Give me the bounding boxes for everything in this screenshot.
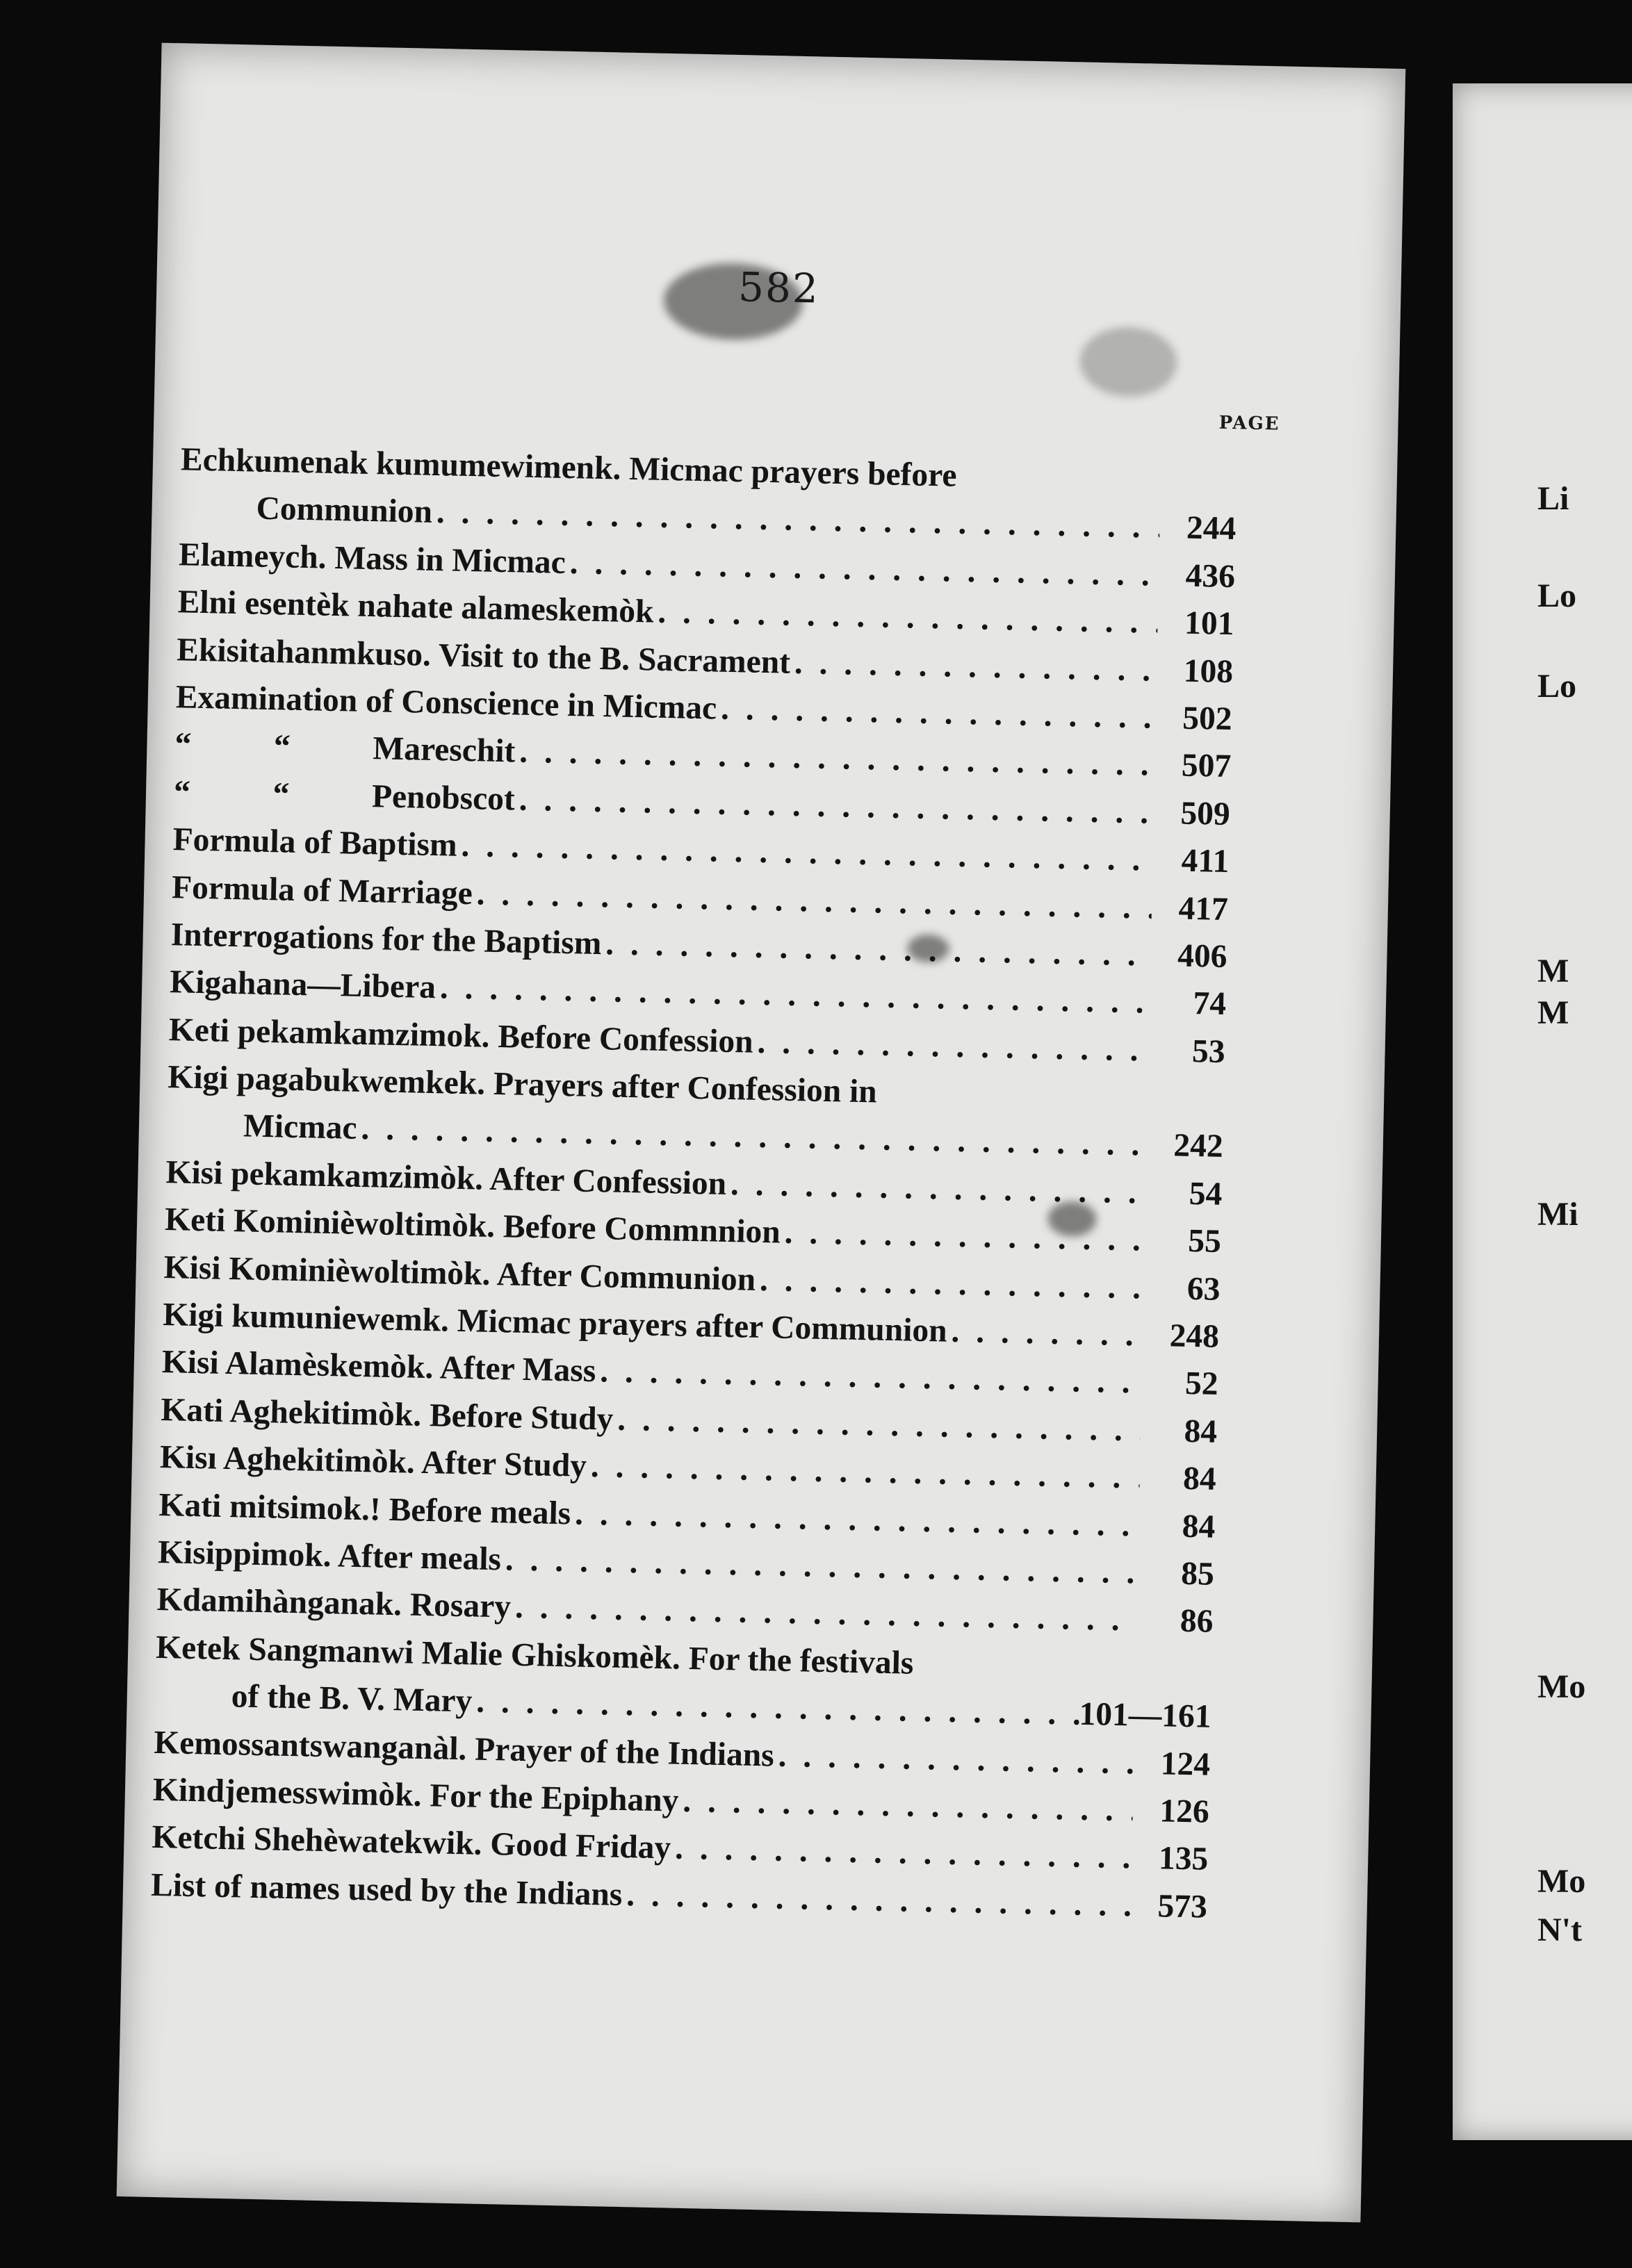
entry-page-number: 502 bbox=[1182, 700, 1233, 738]
entry-title: Elameych. Mass in Micmac bbox=[178, 536, 566, 581]
entry-title: Communion bbox=[256, 490, 433, 531]
entry-title: Kigahana—Libera bbox=[169, 964, 436, 1006]
entry-page-number: 126 bbox=[1159, 1793, 1210, 1830]
entry-page-number: 74 bbox=[1192, 985, 1227, 1023]
entry-page-number: 52 bbox=[1184, 1365, 1219, 1403]
entry-title: Kisi Alamèskemòk. After Mass bbox=[161, 1344, 596, 1390]
entry-page-number: 124 bbox=[1160, 1745, 1211, 1783]
entry-page-number: 108 bbox=[1183, 652, 1234, 690]
entry-title: Kigi pagabukwemkek. Prayers after Confession in bbox=[167, 1059, 878, 1110]
entry-title: Formula of Marriage bbox=[171, 869, 473, 912]
entry-title: Formula of Baptism bbox=[172, 821, 458, 864]
entry-page-number: 101 bbox=[1184, 605, 1235, 643]
entry-page-number: 436 bbox=[1185, 557, 1236, 595]
entry-page-number: 242 bbox=[1173, 1127, 1224, 1165]
dot-leader bbox=[780, 1209, 1145, 1264]
right-page-fragment: Mo bbox=[1537, 1668, 1586, 1705]
left-page bbox=[117, 43, 1406, 2223]
entry-title: Keti Kominièwoltimòk. Before Commnnion bbox=[164, 1201, 781, 1251]
dot-leader bbox=[753, 1018, 1149, 1074]
entry-page-number: 54 bbox=[1189, 1175, 1223, 1213]
entry-page-number: 509 bbox=[1180, 795, 1231, 832]
entry-page-number: 55 bbox=[1187, 1223, 1222, 1260]
entry-page-number: 411 bbox=[1181, 842, 1230, 880]
entry-title: “ “ Mareschit bbox=[174, 726, 516, 770]
entry-title: of the B. V. Mary bbox=[231, 1678, 473, 1720]
entry-page-number: 85 bbox=[1180, 1555, 1215, 1593]
entry-title: Ketek Sangmanwi Malie Ghiskomèk. For the festivals bbox=[155, 1629, 914, 1682]
right-page-fragment: M bbox=[1537, 953, 1569, 989]
entry-title: Kdamihànganak. Rosary bbox=[156, 1581, 512, 1625]
entry-title: Kemossantswanganàl. Prayer of the Indians bbox=[153, 1724, 775, 1774]
entry-title: Ketchi Shehèwatekwik. Good Friday bbox=[152, 1819, 671, 1866]
entry-page-number: 84 bbox=[1182, 1508, 1216, 1545]
entry-page-number: 86 bbox=[1180, 1603, 1214, 1641]
entry-page-number: 573 bbox=[1157, 1887, 1208, 1925]
right-page-fragment: Mo bbox=[1537, 1863, 1586, 1900]
dot-leader bbox=[790, 639, 1157, 693]
entry-page-number: 84 bbox=[1184, 1413, 1218, 1450]
entry-title: Examination of Conscience in Micmac bbox=[175, 679, 717, 727]
page-number: 582 bbox=[737, 263, 820, 313]
table-of-contents bbox=[150, 436, 1237, 1930]
entry-title: Kisi pekamkamzimòk. After Confession bbox=[165, 1153, 727, 1202]
entry-page-number: 63 bbox=[1186, 1270, 1221, 1308]
entry-title: Echkumenak kumumewimenk. Micmac prayers before bbox=[180, 441, 958, 494]
right-page-fragment: Lo bbox=[1537, 668, 1577, 705]
page-column-header: PAGE bbox=[1218, 412, 1280, 435]
entry-title: Elni esentèk nahate alameskemòk bbox=[177, 584, 655, 630]
entry-title: “ “ Penobscot bbox=[173, 773, 516, 818]
ink-stain bbox=[1079, 326, 1177, 397]
entry-page-number: 507 bbox=[1181, 747, 1232, 785]
entry-title: Kindjemesswimòk. For the Epiphany bbox=[152, 1771, 679, 1819]
entry-title: Micmac bbox=[243, 1108, 358, 1147]
entry-title: List of names used by the Indians bbox=[150, 1866, 623, 1913]
right-page-fragment: M bbox=[1537, 994, 1569, 1031]
entry-title: Kisı Aghekitimòk. After Study bbox=[159, 1439, 587, 1485]
entry-title: Kigi kumuniewemk. Micmac prayers after Communion bbox=[162, 1297, 948, 1349]
right-page bbox=[1453, 83, 1632, 2140]
right-page-fragment: Mi bbox=[1537, 1196, 1578, 1233]
entry-title: Kati Aghekitimòk. Before Study bbox=[160, 1391, 614, 1438]
entry-title: Kati mitsimok.! Before meals bbox=[158, 1486, 571, 1531]
dot-leader bbox=[947, 1308, 1143, 1359]
right-page-fragment: N't bbox=[1537, 1912, 1582, 1948]
right-page-fragment: Li bbox=[1537, 480, 1569, 517]
entry-title: Kisippimok. After meals bbox=[157, 1534, 502, 1578]
entry-page-number: 244 bbox=[1186, 510, 1237, 548]
entry-page-number: 53 bbox=[1191, 1033, 1226, 1070]
dot-leader bbox=[755, 1256, 1144, 1312]
entry-page-number: 248 bbox=[1169, 1317, 1220, 1355]
right-page-fragment: Lo bbox=[1537, 577, 1577, 614]
dot-leader bbox=[726, 1160, 1146, 1217]
entry-title: Kisi Kominièwoltimòk. After Communion bbox=[163, 1249, 756, 1298]
dot-leader bbox=[622, 1871, 1132, 1930]
entry-page-number: 135 bbox=[1158, 1840, 1209, 1878]
dot-leader bbox=[774, 1732, 1134, 1786]
entry-page-number: 84 bbox=[1182, 1461, 1217, 1498]
entry-title: Keti pekamkamzimok. Before Confession bbox=[168, 1011, 754, 1060]
entry-page-number: 101—161 bbox=[1079, 1695, 1212, 1735]
entry-title: Interrogations for the Baptism bbox=[170, 917, 602, 962]
entry-page-number: 417 bbox=[1178, 890, 1229, 928]
entry-page-number: 406 bbox=[1177, 937, 1227, 975]
entry-title: Ekisitahanmkuso. Visit to the B. Sacrament bbox=[176, 631, 791, 681]
